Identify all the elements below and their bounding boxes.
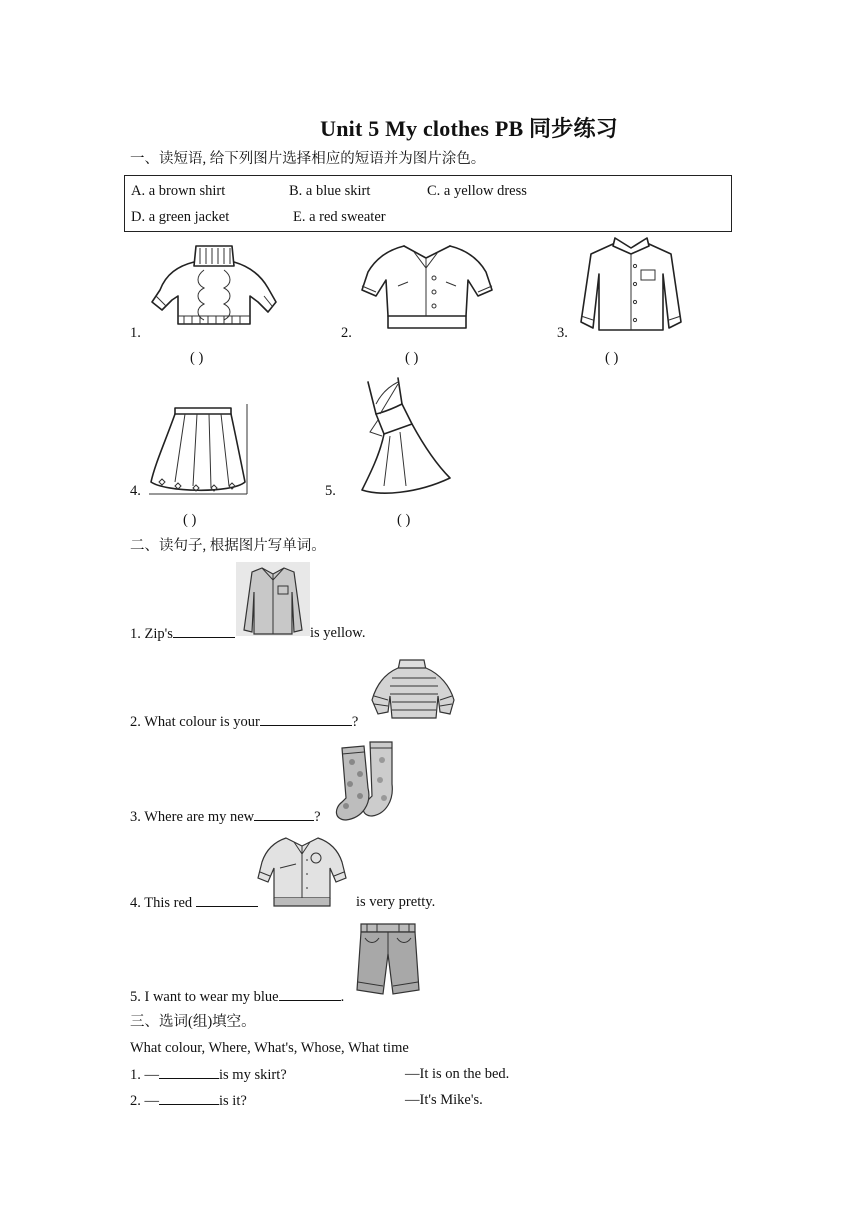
shirt-picture [236,562,310,636]
sentence1-end: is yellow. [310,625,366,641]
item1-number: 1. [130,325,141,341]
page-title: Unit 5 My clothes PB 同步练习 [320,116,618,141]
sweater-picture [148,240,280,332]
fill-blank-1[interactable] [159,1065,219,1079]
sentence4-end: is very pretty. [356,894,436,910]
sentence4: 4. This red [130,893,258,912]
dress-picture [340,374,454,496]
item5-number: 5. [325,483,336,499]
option-a: A. a brown shirt [131,183,226,199]
socks-picture [332,740,402,822]
question-2: 2. — is it? [130,1093,247,1109]
answer-1: —It is on the bed. [405,1066,510,1082]
section1-heading: 一、读短语, 给下列图片选择相应的短语并为图片涂色。 [130,151,486,167]
option-d: D. a green jacket [131,209,230,225]
sentence2: 2. What colour is your ? [130,714,359,730]
item2-number: 2. [341,325,352,341]
skirt-picture [145,402,251,496]
sentence3: 3. Where are my new ? [130,809,321,825]
answer-2: —It's Mike's. [405,1092,483,1108]
section2-heading: 二、读句子, 根据图片写单词。 [130,538,326,554]
item4-number: 4. [130,483,141,499]
item3-number: 3. [557,325,568,341]
item4-answer: ( ) [183,512,197,528]
sentence5: 5. I want to wear my blue . [130,989,345,1005]
item1-answer: ( ) [190,350,204,366]
blank-5[interactable] [279,987,341,1001]
item3-answer: ( ) [605,350,619,366]
section3-heading: 三、选词(组)填空。 [130,1014,256,1030]
shorts-picture [355,920,421,1000]
blank-3[interactable] [254,807,314,821]
word-bank: What colour, Where, What's, Whose, What time [130,1040,409,1056]
question-1: 1. — is my skirt? [130,1067,287,1083]
option-b: B. a blue skirt [289,183,371,199]
fill-blank-2[interactable] [159,1091,219,1105]
blank-4[interactable] [196,893,258,907]
item2-answer: ( ) [405,350,419,366]
sweater-picture [366,656,458,724]
blank-1[interactable] [173,624,235,638]
item5-answer: ( ) [397,512,411,528]
jacket-picture [256,832,348,910]
blank-2[interactable] [260,712,352,726]
jacket-picture [358,236,496,336]
option-e: E. a red sweater [293,209,386,225]
option-c: C. a yellow dress [427,183,527,199]
sentence1: 1. Zip's [130,624,235,643]
shirt-picture [575,234,687,336]
